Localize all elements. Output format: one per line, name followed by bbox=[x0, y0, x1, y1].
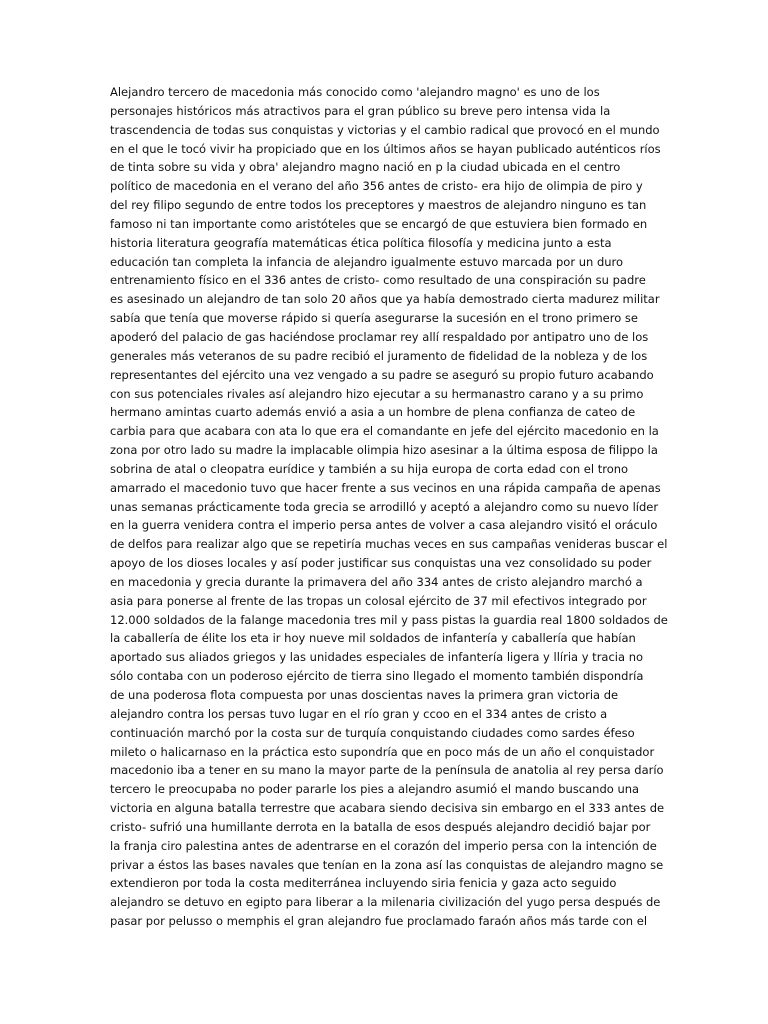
text-line: extendieron por toda la costa mediterránea incluyendo siria fenicia y gaza acto seguido bbox=[110, 876, 617, 891]
text-line: representantes del ejército una vez vengado a su padre se aseguró su propio futuro acabando bbox=[110, 367, 654, 382]
text-line: cristo- sufrió una humillante derrota en la batalla de esos después alejandro decidió bajar por bbox=[110, 819, 651, 834]
text-line: privar a éstos las bases navales que tenían en la zona así las conquistas de alejandro magno se bbox=[110, 857, 664, 872]
text-line: famoso ni tan importante como aristóteles que se encargó de que estuviera bien formado en bbox=[110, 216, 648, 231]
text-line: sólo contaba con un poderoso ejército de tierra sino llegado el momento también dispondría bbox=[110, 669, 644, 684]
text-line: de tinta sobre su vida y obra' alejandro magno nació en p la ciudad ubicada en el centro bbox=[110, 160, 621, 175]
text-line: Alejandro tercero de macedonia más conocido como 'alejandro magno' es uno de los bbox=[110, 85, 600, 99]
text-line: generales más veteranos de su padre recibió el juramento de fidelidad de la nobleza y de los bbox=[110, 348, 648, 363]
text-line: historia literatura geografía matemáticas ética política filosofía y medicina junto a esta bbox=[110, 235, 612, 250]
text-line: trascendencia de todas sus conquistas y victorias y el cambio radical que provocó en el mundo bbox=[110, 122, 660, 137]
text-line: mileto o halicarnaso en la práctica esto supondría que en poco más de un año el conquistador bbox=[110, 744, 655, 759]
text-line: apoderó del palacio de gas haciéndose proclamar rey allí respaldado por antipatro uno de los bbox=[110, 329, 649, 344]
text-line: sabía que tenía que moverse rápido si quería asegurarse la sucesión en el trono primero se bbox=[110, 311, 638, 326]
text-line: es asesinado un alejandro de tan solo 20 años que ya había demostrado cierta madurez militar bbox=[110, 292, 660, 307]
text-line: asia para ponerse al frente de las tropas un colosal ejército de 37 mil efectivos integrado por bbox=[110, 593, 647, 608]
text-line: en la guerra venidera contra el imperio persa antes de volver a casa alejandro visitó el oráculo bbox=[110, 518, 658, 533]
text-line: zona por otro lado su madre la implacable olimpia hizo asesinar a la última esposa de filippo la bbox=[110, 443, 658, 458]
text-line: personajes históricos más atractivos para el gran público su breve pero intensa vida la bbox=[110, 103, 611, 118]
body-text bbox=[110, 83, 670, 931]
text-line: del rey filipo segundo de entre todos los preceptores y maestros de alejandro ninguno es tan bbox=[110, 198, 647, 213]
text-line: político de macedonia en el verano del año 356 antes de cristo- era hijo de olimpia de piro y bbox=[110, 179, 643, 194]
text-line: con sus potenciales rivales así alejandro hizo ejecutar a su hermanastro carano y a su primo bbox=[110, 386, 644, 401]
text-line: en macedonia y grecia durante la primavera del año 334 antes de cristo alejandro marchó a bbox=[110, 574, 643, 589]
text-line: carbia para que acabara con ata lo que era el comandante en jefe del ejército macedonio en la bbox=[110, 424, 659, 439]
text-line: amarrado el macedonio tuvo que hacer frente a sus vecinos en una rápida campaña de apenas bbox=[110, 480, 661, 495]
text-line: apoyo de los dioses locales y así poder justificar sus conquistas una vez consolidado su poder bbox=[110, 556, 652, 571]
text-line: educación tan completa la infancia de alejandro igualmente estuvo marcada por un duro bbox=[110, 254, 624, 269]
text-line: entrenamiento físico en el 336 antes de cristo- como resultado de una conspiración su padre bbox=[110, 273, 646, 288]
text-line: en el que le tocó vivir ha propiciado que en los últimos años se hayan publicado auténticos ríos bbox=[110, 141, 661, 156]
text-line: la franja ciro palestina antes de adentrarse en el corazón del imperio persa con la intención de bbox=[110, 838, 657, 853]
text-line: unas semanas prácticamente toda grecia se arrodilló y aceptó a alejandro como su nuevo líder bbox=[110, 499, 659, 514]
text-line: de delfos para realizar algo que se repetiría muchas veces en sus campañas venideras buscar el bbox=[110, 537, 668, 552]
text-line: la caballería de élite los eta ir hoy nueve mil soldados de infantería y caballería que habían bbox=[110, 631, 636, 646]
text-line: pasar por pelusso o memphis el gran alejandro fue proclamado faraón años más tarde con el bbox=[110, 914, 648, 929]
text-line: de una poderosa flota compuesta por unas doscientas naves la primera gran victoria de bbox=[110, 688, 619, 702]
text-line: alejandro se detuvo en egipto para liberar a la milenaria civilización del yugo persa después de bbox=[110, 895, 661, 910]
text-line: victoria en alguna batalla terrestre que acabara siendo decisiva sin embargo en el 333 antes de bbox=[110, 801, 665, 816]
text-line: aportado sus aliados griegos y las unidades especiales de infantería ligera y llíria y tracia no bbox=[110, 650, 644, 665]
text-line: macedonio iba a tener en su mano la mayor parte de la península de anatolia al rey persa darío bbox=[110, 763, 664, 778]
text-line: sobrina de atal o cleopatra eurídice y también a su hija europa de corta edad con el trono bbox=[110, 461, 629, 476]
text-line: hermano amintas cuarto además envió a asia a un hombre de plena confianza de cateo de bbox=[110, 405, 636, 420]
text-line: 12.000 soldados de la falange macedonia tres mil y pass pistas la guardia real 1800 soldados de bbox=[110, 612, 668, 627]
text-line: continuación marchó por la costa sur de turquía conquistando ciudades como sardes éfeso bbox=[110, 725, 635, 740]
text-line: tercero le preocupaba no poder pararle los pies a alejandro asumió el mando buscando una bbox=[110, 782, 640, 797]
text-line: alejandro contra los persas tuvo lugar en el río gran y ccoo en el 334 antes de cristo a bbox=[110, 706, 608, 721]
